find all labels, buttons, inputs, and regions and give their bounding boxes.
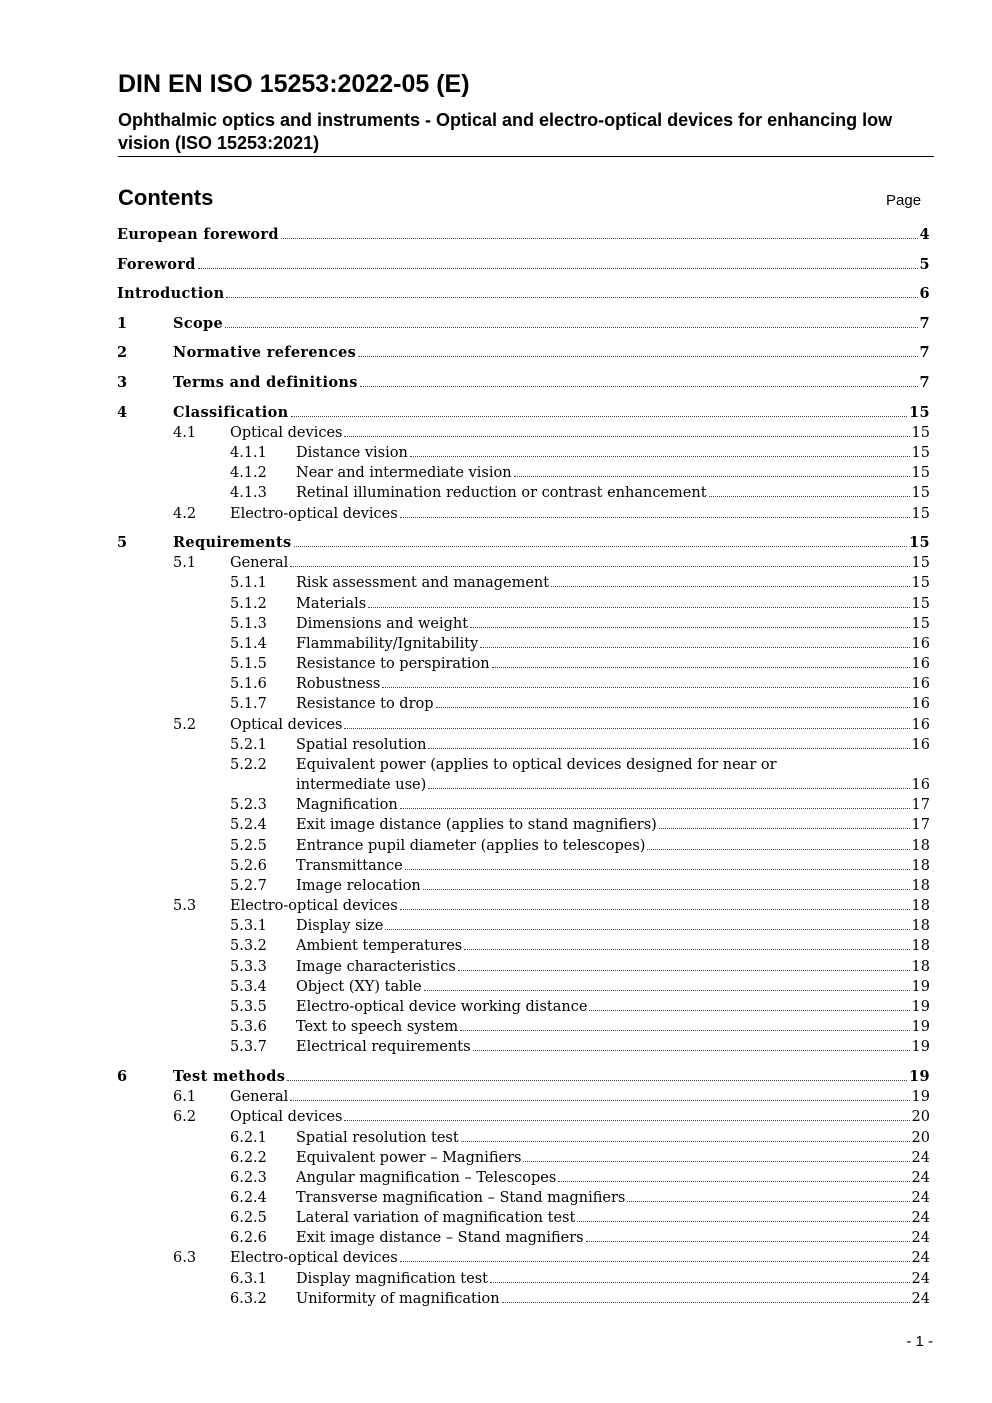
toc-entry-5-1-1[interactable] (230, 573, 930, 593)
toc-page-number: 18 (911, 918, 930, 934)
toc-page-number: 15 (911, 425, 930, 441)
toc-number: 5.1.5 (230, 656, 267, 672)
footer-page-number: - 1 - (906, 1333, 933, 1350)
toc-leader (400, 909, 910, 910)
toc-leader (473, 1050, 910, 1051)
toc-entry-6-3-2[interactable] (230, 1289, 930, 1309)
toc-page-number: 15 (911, 596, 930, 612)
toc-page-number: 16 (911, 777, 930, 793)
toc-leader (428, 748, 909, 749)
toc-number: 5.2.6 (230, 858, 267, 874)
toc-title: Ambient temperatures (296, 938, 463, 954)
toc-title: European foreword (117, 226, 279, 243)
toc-entry-6-2-3[interactable] (230, 1168, 930, 1188)
toc-number: 1 (117, 315, 128, 332)
toc-leader (470, 627, 909, 628)
toc-leader (492, 667, 910, 668)
toc-title: Distance vision (296, 445, 408, 461)
toc-leader (627, 1201, 909, 1202)
toc-number: 5.2.3 (230, 797, 267, 813)
toc-entry-5-3-5[interactable] (230, 997, 930, 1017)
toc-title: Electro-optical devices (230, 898, 398, 914)
toc-number: 5.3.5 (230, 999, 267, 1015)
toc-number: 5.3.6 (230, 1019, 267, 1035)
toc-title: Scope (173, 315, 224, 332)
toc-page-number: 15 (911, 575, 930, 591)
toc-leader (464, 949, 909, 950)
toc-entry-3[interactable] (117, 373, 930, 393)
toc-entry-5-3-4[interactable] (230, 977, 930, 997)
toc-title: Retinal illumination reduction or contrast enhancement (296, 485, 707, 501)
toc-title: Text to speech system (296, 1019, 459, 1035)
toc-page-number: 7 (919, 315, 930, 332)
toc-leader (461, 1141, 910, 1142)
toc-number: 5.2.2 (230, 757, 267, 773)
toc-title: Display magnification test (296, 1271, 488, 1287)
toc-leader (344, 1120, 909, 1121)
toc-number: 2 (117, 344, 128, 361)
toc-number: 5.2 (173, 717, 197, 733)
toc-number: 5.3.3 (230, 959, 267, 975)
toc-leader (400, 1261, 910, 1262)
toc-leader (358, 356, 917, 357)
toc-title: Lateral variation of magnification test (296, 1210, 576, 1226)
toc-leader (294, 546, 908, 547)
toc-title: General (230, 555, 289, 571)
toc-number: 5.3.4 (230, 979, 267, 995)
toc-number: 4 (117, 404, 128, 421)
toc-number: 5.1 (173, 555, 197, 571)
toc-page-number: 15 (911, 465, 930, 481)
toc-page-number: 16 (911, 696, 930, 712)
toc-entry-6-3[interactable] (173, 1248, 930, 1268)
toc-title: Image relocation (296, 878, 421, 894)
toc-number: 3 (117, 374, 128, 391)
toc-number: 6.2.5 (230, 1210, 267, 1226)
toc-number: 6.2.1 (230, 1130, 267, 1146)
toc-title: Foreword (117, 256, 196, 273)
toc-entry-5-1-2[interactable] (230, 594, 930, 614)
toc-leader (400, 808, 910, 809)
toc-title: Electro-optical devices (230, 506, 398, 522)
toc-leader (424, 990, 910, 991)
toc-leader (360, 386, 918, 387)
toc-entry-5-2-4[interactable] (230, 815, 930, 835)
toc-page-number: 15 (911, 506, 930, 522)
toc-entry-5-2-5[interactable] (230, 836, 930, 856)
toc-leader (589, 1010, 909, 1011)
toc-page-number: 19 (909, 1068, 930, 1085)
toc-entry-5-1-6[interactable] (230, 674, 930, 694)
toc-page-number: 17 (911, 797, 930, 813)
toc-entry-5-3-2[interactable] (230, 936, 930, 956)
toc-leader (281, 238, 918, 239)
toc-number: 5.2.7 (230, 878, 267, 894)
toc-number: 6.2.2 (230, 1150, 267, 1166)
toc-number: 6.3 (173, 1250, 197, 1266)
toc-leader (514, 476, 910, 477)
toc-leader (290, 1100, 909, 1101)
toc-leader (290, 566, 909, 567)
toc-title: Dimensions and weight (296, 616, 469, 632)
toc-leader (291, 416, 908, 417)
toc-page-number: 20 (911, 1130, 930, 1146)
toc-title: Terms and definitions (173, 374, 358, 391)
toc-number: 6.1 (173, 1089, 197, 1105)
toc-title: Near and intermediate vision (296, 465, 512, 481)
toc-page-number: 18 (911, 959, 930, 975)
toc-page-number: 24 (911, 1210, 930, 1226)
toc-leader (287, 1080, 907, 1081)
toc-leader (659, 828, 910, 829)
toc-title: Exit image distance – Stand magnifiers (296, 1230, 584, 1246)
toc-title: Object (XY) table (296, 979, 422, 995)
toc-entry-5-2[interactable] (173, 715, 930, 735)
toc-title: Flammability/Ignitability (296, 636, 479, 652)
toc-number: 4.1.3 (230, 485, 267, 501)
toc-page-number: 18 (911, 838, 930, 854)
toc-page-number: 6 (919, 285, 930, 302)
toc-leader (586, 1241, 910, 1242)
toc-title-continuation: intermediate use) (296, 777, 427, 793)
toc-title: Equivalent power – Magnifiers (296, 1150, 522, 1166)
toc-entry-6-2-5[interactable] (230, 1208, 930, 1228)
toc-number: 6 (117, 1068, 128, 1085)
toc-page-number: 24 (911, 1190, 930, 1206)
toc-entry-5-1-4[interactable] (230, 634, 930, 654)
toc-leader (428, 788, 909, 789)
toc-page-number: 16 (911, 656, 930, 672)
toc-entry-4-1-1[interactable] (230, 443, 930, 463)
toc-title: Equivalent power (applies to optical devices designed for near or (296, 757, 777, 773)
toc-title: Spatial resolution test (296, 1130, 459, 1146)
toc-page-number: 24 (911, 1230, 930, 1246)
toc-title: Materials (296, 596, 367, 612)
toc-number: 5.2.4 (230, 817, 267, 833)
page-column-heading: Page (886, 192, 922, 209)
toc-number: 5.3.2 (230, 938, 267, 954)
toc-leader (490, 1282, 910, 1283)
toc-page-number: 24 (911, 1150, 930, 1166)
toc-entry-5-1-3[interactable] (230, 614, 930, 634)
toc-title: Magnification (296, 797, 398, 813)
toc-number: 4.2 (173, 506, 197, 522)
toc-page-number: 7 (919, 344, 930, 361)
toc-page-number: 19 (911, 1019, 930, 1035)
toc-page-number: 15 (911, 616, 930, 632)
toc-title: Electro-optical device working distance (296, 999, 588, 1015)
toc-number: 5.3.7 (230, 1039, 267, 1055)
toc-title: Resistance to drop (296, 696, 434, 712)
toc-title: Optical devices (230, 425, 343, 441)
toc-leader (502, 1302, 910, 1303)
toc-page-number: 16 (911, 636, 930, 652)
toc-entry-5-3-1[interactable] (230, 916, 930, 936)
toc-entry-5-1-5[interactable] (230, 654, 930, 674)
toc-title: Electrical requirements (296, 1039, 471, 1055)
toc-leader (436, 707, 910, 708)
toc-page-number: 24 (911, 1291, 930, 1307)
toc-entry-5-3-7[interactable] (230, 1037, 930, 1057)
toc-number: 5.1.6 (230, 676, 267, 692)
toc-title: Electro-optical devices (230, 1250, 398, 1266)
toc-leader (385, 929, 909, 930)
toc-leader (198, 268, 918, 269)
toc-entry-6-2-1[interactable] (230, 1128, 930, 1148)
toc-entry-6-2[interactable] (173, 1107, 930, 1127)
toc-page-number: 15 (909, 404, 930, 421)
toc-number: 4.1.2 (230, 465, 267, 481)
toc-title: Introduction (117, 285, 225, 302)
toc-page-number: 20 (911, 1109, 930, 1125)
toc-leader (460, 1030, 909, 1031)
toc-number: 5.1.3 (230, 616, 267, 632)
toc-number: 6.2.4 (230, 1190, 267, 1206)
toc-page-number: 15 (909, 534, 930, 551)
toc-title: Optical devices (230, 1109, 343, 1125)
toc-entry-6-2-6[interactable] (230, 1228, 930, 1248)
toc-entry-6[interactable] (117, 1067, 930, 1087)
toc-page-number: 18 (911, 938, 930, 954)
toc-entry-6-3-1[interactable] (230, 1269, 930, 1289)
toc-page-number: 5 (919, 256, 930, 273)
toc-page-number: 16 (911, 676, 930, 692)
toc-title: Risk assessment and management (296, 575, 550, 591)
toc-leader (382, 687, 909, 688)
toc-number: 5.1.7 (230, 696, 267, 712)
toc-entry-5-2-7[interactable] (230, 876, 930, 896)
toc-entry-5-3-3[interactable] (230, 957, 930, 977)
toc-page-number: 15 (911, 485, 930, 501)
toc-entry-4[interactable] (117, 403, 930, 423)
toc-title: Robustness (296, 676, 381, 692)
toc-entry-5-1-7[interactable] (230, 694, 930, 714)
toc-leader (225, 327, 917, 328)
toc-entry-5-2-2[interactable] (230, 755, 930, 795)
toc-page-number: 19 (911, 999, 930, 1015)
toc-leader (226, 297, 917, 298)
toc-page-number: 15 (911, 555, 930, 571)
toc-title: Angular magnification – Telescopes (296, 1170, 557, 1186)
toc-leader (480, 647, 909, 648)
toc-title: Image characteristics (296, 959, 456, 975)
toc-leader (410, 456, 910, 457)
toc-leader (647, 849, 909, 850)
toc-page-number: 15 (911, 445, 930, 461)
toc-title: General (230, 1089, 289, 1105)
toc-number: 5 (117, 534, 128, 551)
toc-leader (344, 436, 909, 437)
toc-entry-2[interactable] (117, 343, 930, 363)
toc-entry-foreword[interactable] (117, 255, 930, 275)
toc-page-number: 19 (911, 979, 930, 995)
toc-number: 6.2.3 (230, 1170, 267, 1186)
toc-number: 5.1.2 (230, 596, 267, 612)
toc-number: 6.2 (173, 1109, 197, 1125)
toc-entry-6-1[interactable] (173, 1087, 930, 1107)
document-id: DIN EN ISO 15253:2022-05 (E) (118, 70, 470, 98)
toc-number: 4.1 (173, 425, 197, 441)
toc-entry-4-2[interactable] (173, 504, 930, 524)
toc-entry-5-2-6[interactable] (230, 856, 930, 876)
toc-number: 6.3.2 (230, 1291, 267, 1307)
toc-page-number: 16 (911, 717, 930, 733)
toc-title: Transmittance (296, 858, 403, 874)
toc-entry-5-3[interactable] (173, 896, 930, 916)
toc-number: 6.3.1 (230, 1271, 267, 1287)
toc-page-number: 24 (911, 1250, 930, 1266)
toc-entry-6-2-4[interactable] (230, 1188, 930, 1208)
toc-title: Uniformity of magnification (296, 1291, 500, 1307)
toc-leader (344, 728, 909, 729)
toc-leader (577, 1221, 909, 1222)
toc-entry-1[interactable] (117, 314, 930, 334)
toc-entry-6-2-2[interactable] (230, 1148, 930, 1168)
toc-page-number: 24 (911, 1170, 930, 1186)
toc-entry-4-1-2[interactable] (230, 463, 930, 483)
toc-page-number: 19 (911, 1039, 930, 1055)
toc-title: Optical devices (230, 717, 343, 733)
toc-number: 5.3 (173, 898, 197, 914)
toc-title: Requirements (173, 534, 292, 551)
toc-number: 5.3.1 (230, 918, 267, 934)
toc-leader (558, 1181, 909, 1182)
toc-page-number: 4 (919, 226, 930, 243)
toc-title: Transverse magnification – Stand magnifiers (296, 1190, 626, 1206)
toc-entry-4-1-3[interactable] (230, 483, 930, 503)
toc-page-number: 24 (911, 1271, 930, 1287)
toc-title: Classification (173, 404, 289, 421)
toc-entry-european-foreword[interactable] (117, 225, 930, 245)
toc-page-number: 18 (911, 858, 930, 874)
toc-page-number: 7 (919, 374, 930, 391)
toc-page-number: 17 (911, 817, 930, 833)
toc-number: 5.1.1 (230, 575, 267, 591)
toc-leader (709, 496, 910, 497)
toc-title: Resistance to perspiration (296, 656, 490, 672)
toc-number: 5.2.5 (230, 838, 267, 854)
toc-title: Entrance pupil diameter (applies to telescopes) (296, 838, 646, 854)
toc-leader (423, 889, 910, 890)
toc-entry-5-2-3[interactable] (230, 795, 930, 815)
toc-page-number: 19 (911, 1089, 930, 1105)
toc-title: Normative references (173, 344, 357, 361)
toc-page-number: 18 (911, 878, 930, 894)
toc-number: 4.1.1 (230, 445, 267, 461)
toc-leader (405, 869, 910, 870)
toc-entry-5-2-1[interactable] (230, 735, 930, 755)
toc-leader (400, 517, 910, 518)
toc-entry-5-1[interactable] (173, 553, 930, 573)
toc-leader (458, 970, 910, 971)
toc-title: Spatial resolution (296, 737, 427, 753)
toc-number: 5.1.4 (230, 636, 267, 652)
toc-leader (523, 1161, 909, 1162)
contents-heading: Contents (118, 185, 214, 210)
toc-page-number: 18 (911, 898, 930, 914)
toc-page-number: 16 (911, 737, 930, 753)
toc-title: Display size (296, 918, 384, 934)
toc-title: Exit image distance (applies to stand magnifiers) (296, 817, 657, 833)
toc-entry-4-1[interactable] (173, 423, 930, 443)
toc-title: Test methods (173, 1068, 286, 1085)
document-title: Ophthalmic optics and instruments - Optical and electro-optical devices for enhancing low vision (ISO 15253:2021) (118, 110, 893, 153)
toc-entry-5[interactable] (117, 533, 930, 553)
toc-entry-introduction[interactable] (117, 284, 930, 304)
toc-entry-5-3-6[interactable] (230, 1017, 930, 1037)
toc-leader (368, 607, 909, 608)
toc-number: 5.2.1 (230, 737, 267, 753)
toc-number: 6.2.6 (230, 1230, 267, 1246)
toc-leader (551, 586, 909, 587)
